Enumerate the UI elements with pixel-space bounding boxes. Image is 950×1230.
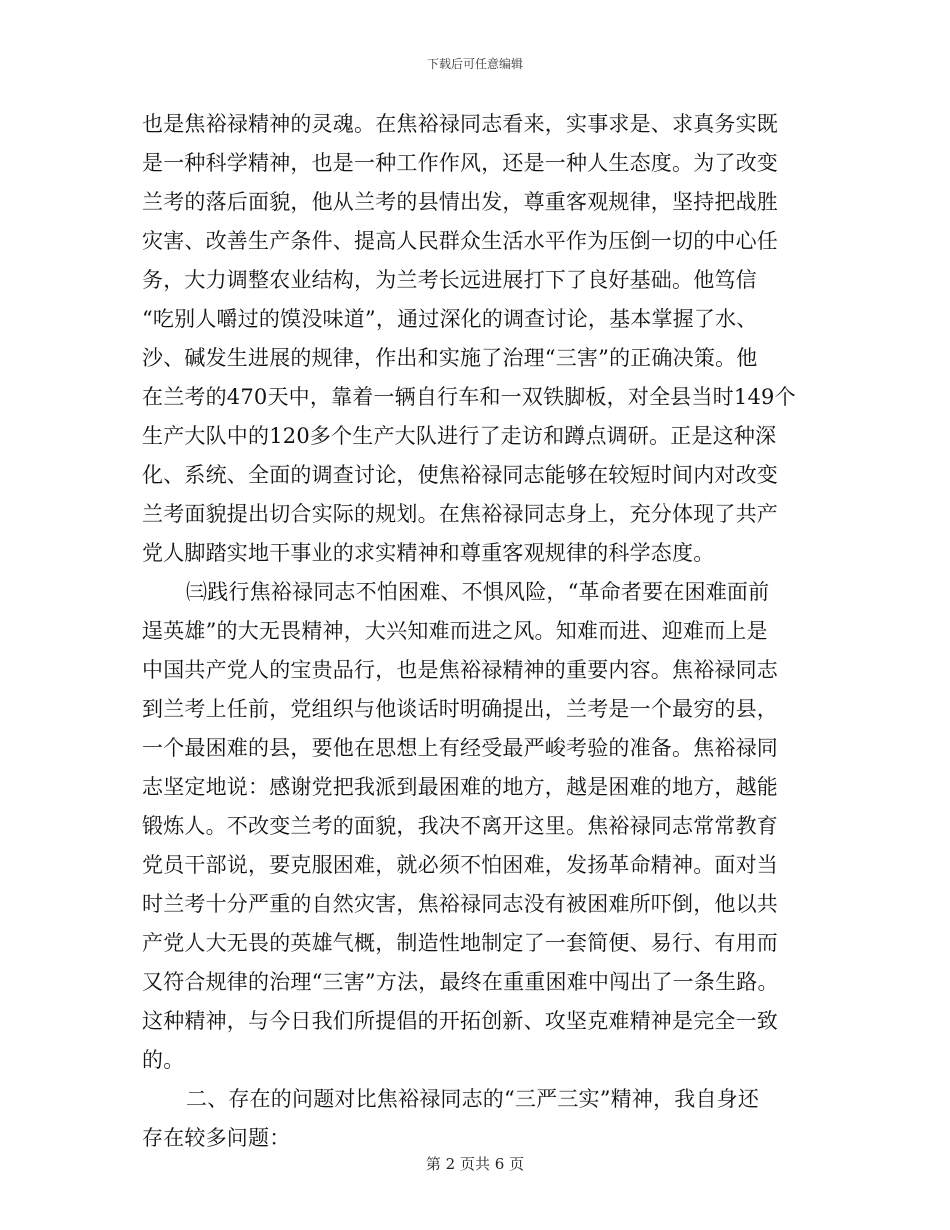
text-line: 的。 — [142, 1048, 185, 1072]
paragraph-start-line: ㈢践行焦裕禄同志不怕困难、不惧风险，“革命者要在困难面前 — [186, 580, 770, 604]
text-line: 兰考面貌提出切合实际的规划。在焦裕禄同志身上，充分体现了共产 — [142, 502, 778, 526]
text-line: 在兰考的470天中，靠着一辆自行车和一双铁脚板，对全县当时149个 — [142, 385, 796, 409]
text-line: 也是焦裕禄精神的灵魂。在焦裕禄同志看来，实事求是、求真务实既 — [142, 112, 778, 136]
text-line: 存在较多问题： — [142, 1126, 291, 1150]
text-line: “吃别人嚼过的馍没味道”，通过深化的调查讨论，基本掌握了水、 — [142, 307, 758, 331]
page-footer: 第 2 页共 6 页 — [425, 1155, 525, 1173]
text-line: 又符合规律的治理“三害”方法，最终在重重困难中闯出了一条生路。 — [142, 970, 779, 994]
text-line: 生产大队中的120多个生产大队进行了走访和蹲点调研。正是这种深 — [142, 424, 777, 448]
text-line: 产党人大无畏的英雄气概，制造性地制定了一套简便、易行、有用而 — [142, 931, 778, 955]
text-line: 志坚定地说：感谢党把我派到最困难的地方，越是困难的地方，越能 — [142, 775, 778, 799]
text-line: 党员干部说，要克服困难，就必须不怕困难，发扬革命精神。面对当 — [142, 853, 778, 877]
text-line: 时兰考十分严重的自然灾害，焦裕禄同志没有被困难所吓倒，他以共 — [142, 892, 778, 916]
text-line: 锻炼人。不改变兰考的面貌，我决不离开这里。焦裕禄同志常常教育 — [142, 814, 778, 838]
text-line: 一个最困难的县，要他在思想上有经受最严峻考验的准备。焦裕禄同 — [142, 736, 778, 760]
page-header: 下载后可任意编辑 — [426, 57, 523, 71]
text-line: 化、系统、全面的调查讨论，使焦裕禄同志能够在较短时间内对改变 — [142, 463, 778, 487]
text-line: 党人脚踏实地干事业的求实精神和尊重客观规律的科学态度。 — [142, 541, 715, 565]
text-line: 兰考的落后面貌，他从兰考的县情出发，尊重客观规律，坚持把战胜 — [142, 190, 778, 214]
text-line: 务，大力调整农业结构，为兰考长远进展打下了良好基础。他笃信 — [142, 268, 757, 292]
text-line: 是一种科学精神，也是一种工作作风，还是一种人生态度。为了改变 — [142, 151, 778, 175]
text-line: 沙、碱发生进展的规律，作出和实施了治理“三害”的正确决策。他 — [142, 346, 758, 370]
text-line: 灾害、改善生产条件、提高人民群众生活水平作为压倒一切的中心任 — [142, 229, 778, 253]
text-line: 逞英雄”的大无畏精神，大兴知难而进之风。知难而进、迎难而上是 — [142, 619, 768, 643]
section-heading-line: 二、存在的问题对比焦裕禄同志的“三严三实”精神，我自身还 — [186, 1087, 760, 1111]
text-line: 中国共产党人的宝贵品行，也是焦裕禄精神的重要内容。焦裕禄同志 — [142, 658, 778, 682]
text-line: 这种精神，与今日我们所提倡的开拓创新、攻坚克难精神是完全一致 — [142, 1009, 778, 1033]
text-line: 到兰考上任前，党组织与他谈话时明确提出，兰考是一个最穷的县， — [142, 697, 778, 721]
